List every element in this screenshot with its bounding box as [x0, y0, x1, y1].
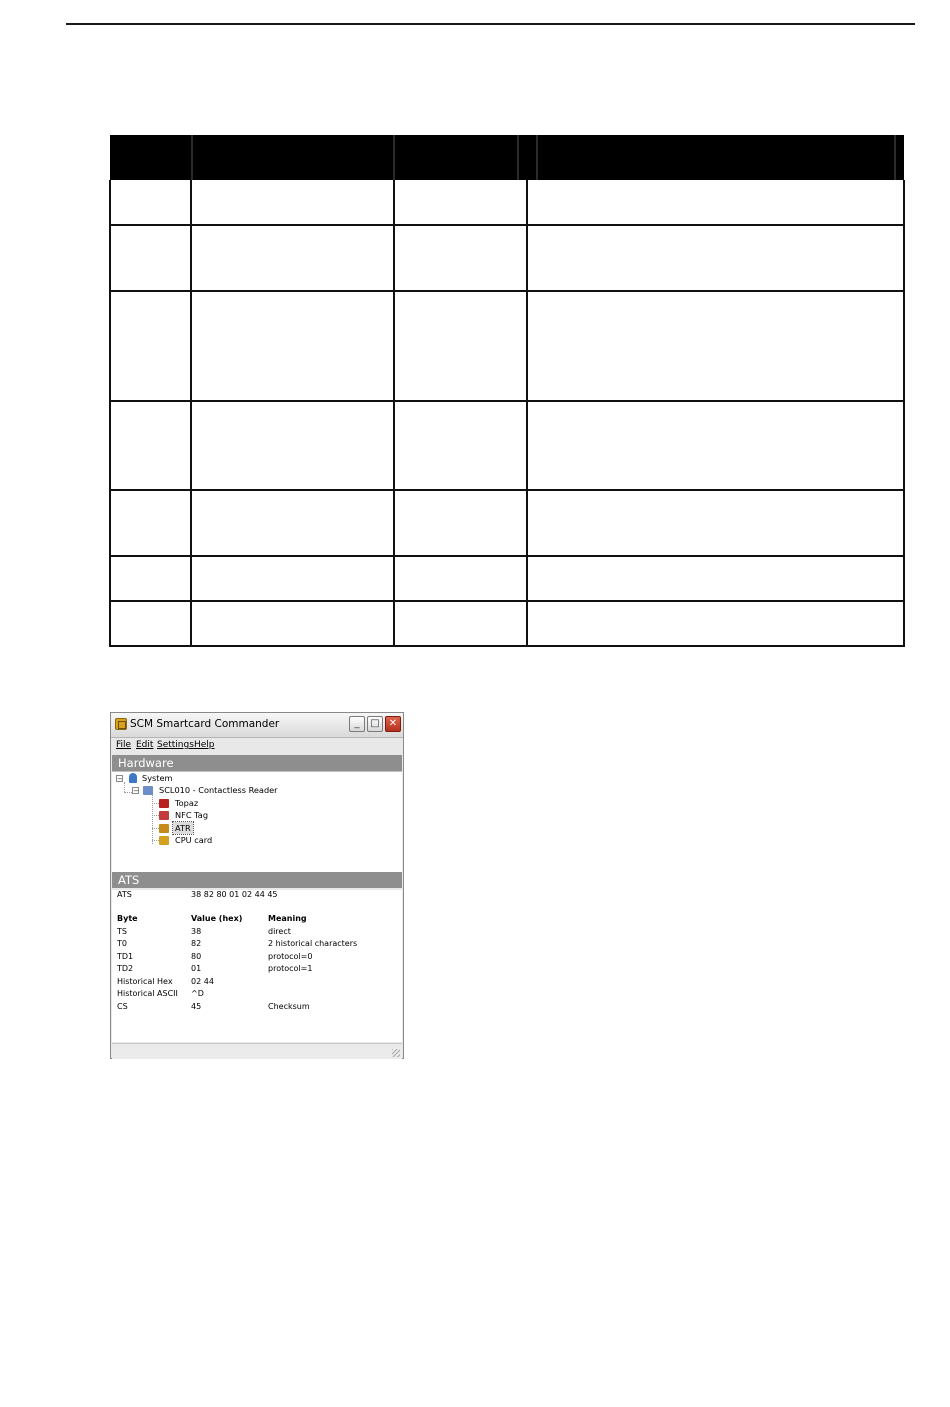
- computer-icon: [129, 773, 137, 783]
- byte-cell: TD1: [117, 952, 134, 961]
- value-cell: ^D: [191, 989, 204, 998]
- tree-item-label: System: [142, 773, 173, 783]
- tree-item-label: Topaz: [175, 798, 199, 808]
- byte-cell: TD2: [117, 964, 134, 973]
- collapse-icon[interactable]: −: [117, 775, 123, 783]
- column-header-meaning: Meaning: [268, 914, 307, 923]
- smartcard-app-icon: [115, 718, 127, 730]
- table-row: [110, 402, 904, 491]
- menu-settings[interactable]: Settings: [157, 740, 194, 750]
- menu-help[interactable]: Help: [194, 740, 215, 750]
- byte-cell: T0: [117, 939, 127, 948]
- meaning-cell: protocol=0: [268, 952, 313, 961]
- meaning-cell: protocol=1: [268, 964, 313, 973]
- tree-connector: [152, 803, 159, 804]
- table-row: [110, 557, 904, 602]
- table-row: [110, 292, 904, 402]
- value-cell: 82: [191, 939, 202, 948]
- tree-connector: [124, 782, 125, 792]
- table-column-line: [526, 180, 528, 647]
- value-cell: 38: [191, 927, 202, 936]
- header-rule: [66, 23, 915, 25]
- hardware-tree[interactable]: [112, 771, 402, 872]
- value-cell: 01: [191, 964, 202, 973]
- ats-section-header: ATS: [112, 872, 402, 888]
- tree-connector: [152, 794, 153, 844]
- table-header-row: [110, 135, 904, 180]
- tree-item-label: NFC Tag: [175, 810, 209, 820]
- byte-cell: Historical ASCII: [117, 989, 178, 998]
- ats-detail-pane: [112, 890, 402, 1042]
- ats-value: 38 82 80 01 02 44 45: [191, 890, 278, 899]
- chip-card-icon: [159, 836, 169, 845]
- table-row: [110, 491, 904, 557]
- tree-item-label: CPU card: [175, 835, 213, 845]
- tree-connector: [152, 828, 159, 829]
- table-row: [110, 226, 904, 292]
- menu-file[interactable]: File: [116, 740, 132, 750]
- table-column-line: [393, 180, 395, 647]
- header-divider: [517, 135, 519, 180]
- meaning-cell: direct: [268, 927, 291, 936]
- nfc-icon: [159, 811, 169, 820]
- tree-item-label: SCL010 - Contactless Reader: [159, 785, 278, 795]
- table-body: [110, 180, 904, 647]
- rfid-card-icon: [159, 799, 169, 808]
- smartcard-commander-window: [110, 712, 404, 1059]
- resize-grip-icon[interactable]: [392, 1049, 400, 1057]
- collapse-icon[interactable]: −: [133, 787, 139, 795]
- table-border-right: [903, 180, 905, 647]
- value-cell: 02 44: [191, 977, 214, 986]
- close-button[interactable]: ✕: [385, 716, 401, 732]
- atr-icon: [159, 824, 169, 833]
- header-divider: [393, 135, 395, 180]
- byte-cell: CS: [117, 1002, 128, 1011]
- reader-icon: [143, 786, 153, 795]
- column-header-value: Value (hex): [191, 914, 243, 923]
- byte-cell: TS: [117, 927, 127, 936]
- meaning-cell: Checksum: [268, 1002, 310, 1011]
- title-bar[interactable]: [111, 713, 403, 738]
- table-row: [110, 602, 904, 647]
- value-cell: 45: [191, 1002, 202, 1011]
- hardware-section-header: Hardware: [112, 755, 402, 771]
- header-divider: [894, 135, 896, 180]
- maximize-button[interactable]: □: [367, 716, 383, 732]
- table-border-left: [109, 180, 111, 647]
- value-cell: 80: [191, 952, 202, 961]
- tree-connector: [152, 840, 159, 841]
- menu-bar: [111, 738, 403, 754]
- menu-edit[interactable]: Edit: [136, 740, 154, 750]
- header-divider: [536, 135, 538, 180]
- column-header-byte: Byte: [117, 914, 138, 923]
- minimize-button[interactable]: _: [349, 716, 365, 732]
- meaning-cell: 2 historical characters: [268, 939, 358, 948]
- table-row: [110, 180, 904, 226]
- byte-cell: Historical Hex: [117, 977, 173, 986]
- status-bar: [112, 1043, 402, 1059]
- ats-label: ATS: [117, 890, 132, 899]
- tree-item-label-selected: ATR: [175, 823, 191, 833]
- header-divider: [191, 135, 193, 180]
- window-title: SCM Smartcard Commander: [130, 718, 280, 730]
- tree-connector: [152, 815, 159, 816]
- table-column-line: [190, 180, 192, 647]
